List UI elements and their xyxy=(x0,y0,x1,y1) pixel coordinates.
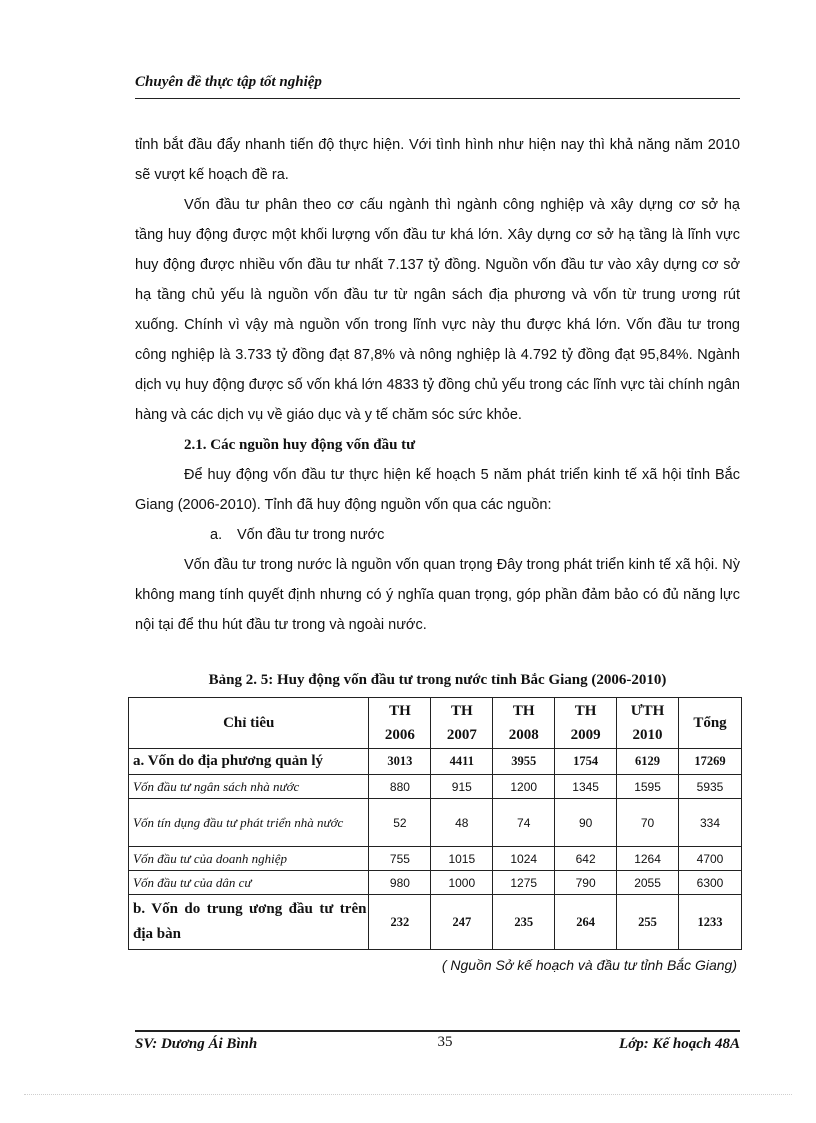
row-label: Vốn đầu tư của doanh nghiệp xyxy=(129,847,369,871)
table-cell: 4700 xyxy=(679,847,742,871)
footer-class: Lớp: Kế hoạch 48A xyxy=(619,1036,740,1052)
table-cell: 5935 xyxy=(679,775,742,799)
page-header-title: Chuyên đề thực tập tốt nghiệp xyxy=(135,74,322,90)
table-cell: 247 xyxy=(431,895,493,950)
list-item-domestic xyxy=(135,520,740,550)
header-divider xyxy=(135,98,740,99)
table-cell: 1015 xyxy=(431,847,493,871)
table-cell: 1024 xyxy=(493,847,555,871)
table-row xyxy=(129,847,742,871)
table-cell: 255 xyxy=(617,895,679,950)
table-cell: 232 xyxy=(369,895,431,950)
list-marker: a. xyxy=(210,527,223,543)
table-cell: 3013 xyxy=(369,749,431,775)
section-heading: 2.1. Các nguồn huy động vốn đầu tư xyxy=(184,437,416,453)
table-cell: 755 xyxy=(369,847,431,871)
table-cell: 1754 xyxy=(555,749,617,775)
table-title: Bảng 2. 5: Huy động vốn đầu tư trong nước tỉnh Bắc Giang (2006-2010) xyxy=(208,672,667,688)
row-label: Vốn đầu tư ngân sách nhà nước xyxy=(129,775,369,799)
table-cell: 1275 xyxy=(493,871,555,895)
table-row xyxy=(129,799,742,847)
table-cell: 1595 xyxy=(617,775,679,799)
table-cell: 74 xyxy=(493,799,555,847)
paragraph-domestic-capital: Vốn đầu tư trong nước là nguồn vốn quan trọng Đây trong phát triển kinh tế xã hội. Nỳ không mang tính quyết định nhưng có ý nghĩa quan trọng, góp phần đảm bảo có đủ năng lực nội tại để thu hút đầu tư trong và ngoài nước. xyxy=(135,557,740,633)
table-cell: 6129 xyxy=(617,749,679,775)
paragraph-sector-investment: Vốn đầu tư phân theo cơ cấu ngành thì ngành công nghiệp và xây dựng cơ sở hạ tầng huy động được một khối lượng vốn đầu tư khá lớn. Xây dựng cơ sở hạ tầng là lĩnh vực huy động được nhiều vốn đầu tư nhất 7.137 tỷ đồng. Nguồn vốn đầu tư vào xây dựng cơ sở hạ tầng chủ yếu là nguồn vốn đầu tư từ ngân sách địa phương và vốn từ trung ương rút xuống. Chính vì vậy mà nguồn vốn trong lĩnh vực này thu được khá lớn. Vốn đầu tư trong công nghiệp là 3.733 tỷ đồng đạt 87,8% và nông nghiệp là 4.792 tỷ đồng đạt 95,84%. Ngành dịch vụ huy động được số vốn khá lớn 4833 tỷ đồng chủ yếu trong các lĩnh vực tài chính ngân hàng và các dịch vụ về giáo dục và y tế chăm sóc sức khỏe. xyxy=(135,197,740,423)
table-cell: 880 xyxy=(369,775,431,799)
row-label: Vốn đầu tư của dân cư xyxy=(129,871,369,895)
row-label: Vốn tín dụng đầu tư phát triển nhà nước xyxy=(129,799,369,847)
table-cell: 48 xyxy=(431,799,493,847)
table-row xyxy=(129,749,742,775)
header-col-2008: TH 2008 xyxy=(493,698,555,749)
table-cell: 3955 xyxy=(493,749,555,775)
header-label: Chỉ tiêu xyxy=(129,698,369,749)
table-cell: 4411 xyxy=(431,749,493,775)
table-cell: 1233 xyxy=(679,895,742,950)
page-number: 35 xyxy=(437,1034,453,1050)
header-col-2006: TH 2006 xyxy=(369,698,431,749)
table-cell: 2055 xyxy=(617,871,679,895)
row-label: a. Vốn do địa phương quản lý xyxy=(129,749,369,775)
table-cell: 90 xyxy=(555,799,617,847)
body-text xyxy=(135,130,740,640)
table-cell: 235 xyxy=(493,895,555,950)
footer-divider xyxy=(135,1030,740,1032)
table-cell: 334 xyxy=(679,799,742,847)
footer-student: SV: Dương Ái Bình xyxy=(135,1036,258,1052)
row-label: b. Vốn do trung ương đầu tư trên địa bàn xyxy=(129,895,369,950)
header-col-2010: ƯTH 2010 xyxy=(617,698,679,749)
table-cell: 6300 xyxy=(679,871,742,895)
list-item-text: Vốn đầu tư trong nước xyxy=(237,527,385,543)
header-total: Tổng xyxy=(679,698,742,749)
table-cell: 915 xyxy=(431,775,493,799)
table-cell: 1200 xyxy=(493,775,555,799)
header-col-2007: TH 2007 xyxy=(431,698,493,749)
paragraph-mobilization: Để huy động vốn đầu tư thực hiện kế hoạch 5 năm phát triển kinh tế xã hội tỉnh Bắc Giang (2006-2010). Tỉnh đã huy động nguồn vốn qua các nguồn: xyxy=(135,467,740,513)
table-row xyxy=(129,895,742,950)
table-cell: 52 xyxy=(369,799,431,847)
table-row xyxy=(129,871,742,895)
table-cell: 790 xyxy=(555,871,617,895)
table-cell: 1264 xyxy=(617,847,679,871)
table-row xyxy=(129,775,742,799)
table-cell: 1000 xyxy=(431,871,493,895)
capital-table xyxy=(128,697,742,950)
table-cell: 980 xyxy=(369,871,431,895)
header-col-2009: TH 2009 xyxy=(555,698,617,749)
table-cell: 1345 xyxy=(555,775,617,799)
table-cell: 264 xyxy=(555,895,617,950)
table-cell: 70 xyxy=(617,799,679,847)
paragraph-continuation: tỉnh bắt đầu đẩy nhanh tiến độ thực hiện. Với tình hình như hiện nay thì khả năng năm 2010 sẽ vượt kế hoạch đề ra. xyxy=(135,137,740,183)
table-cell: 642 xyxy=(555,847,617,871)
table-cell: 17269 xyxy=(679,749,742,775)
page-edge-line xyxy=(24,1094,792,1095)
table-header-row xyxy=(129,698,742,749)
table-source-note: ( Nguồn Sở kế hoạch và đầu tư tỉnh Bắc Giang) xyxy=(441,957,737,973)
